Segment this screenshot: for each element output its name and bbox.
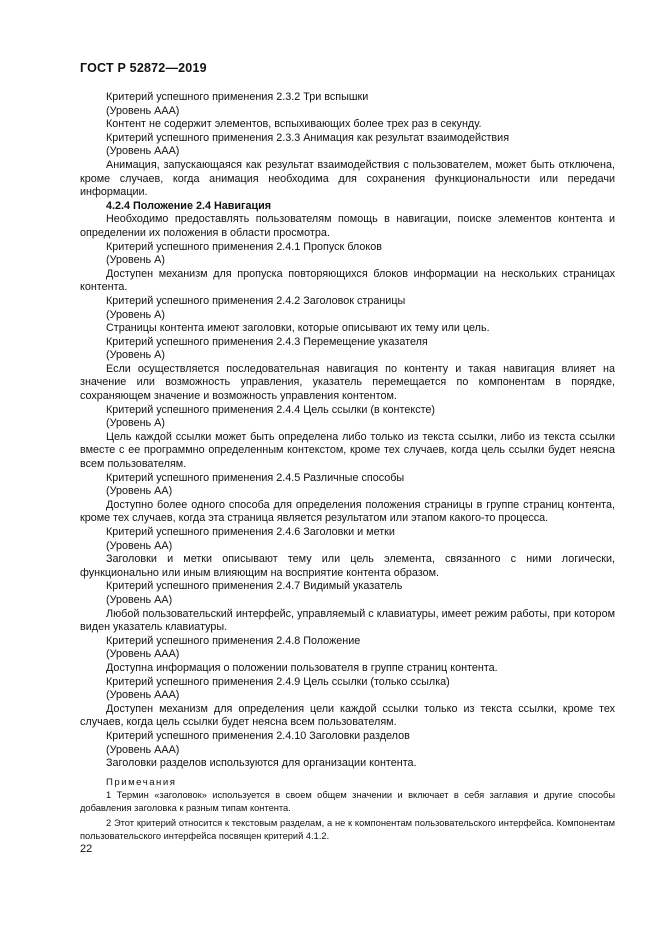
criterion-level: (Уровень А) (106, 308, 165, 321)
criterion-level: (Уровень А) (106, 349, 165, 362)
criterion-text: Доступна информация о положении пользователя в группе страниц контента. (106, 661, 498, 674)
criterion-level: (Уровень А) (106, 254, 165, 267)
criterion-level: (Уровень ААА) (106, 743, 180, 756)
page-number: 22 (80, 843, 93, 855)
criterion-text: Заголовки разделов используются для организации контента. (106, 757, 417, 770)
criterion-level: (Уровень АА) (106, 539, 173, 552)
criterion-level: (Уровень ААА) (106, 648, 180, 661)
document-body (80, 91, 615, 842)
criterion-text: Любой пользовательский интерфейс, управляемый с клавиатуры, имеет режим работы, при котором виден указатель клавиатуры. (80, 607, 615, 634)
criterion-text: Доступен механизм для определения цели каждой ссылки только из текста ссылки, кроме тех случаев, когда цель ссылки будет неясна всем пользователям. (80, 702, 615, 729)
criterion-level: (Уровень АА) (106, 593, 173, 606)
criterion-title: Критерий успешного применения 2.3.2 Три вспышки (106, 91, 369, 103)
criterion-text: Страницы контента имеют заголовки, которые описывают их тему или цель. (106, 322, 490, 335)
criterion-text: Если осуществляется последовательная навигация по контенту и такая навигация влияет на значение или возможность управления, указатель перемещается по компонентам в порядке, сохраняющем значение и возможность управления контентом. (80, 362, 615, 403)
criterion-title: Критерий успешного применения 2.4.7 Видимый указатель (106, 580, 403, 593)
criterion-title: Критерий успешного применения 2.4.1 Пропуск блоков (106, 240, 382, 253)
criterion-text: Доступно более одного способа для определения положения страницы в группе страниц контента, кроме тех случаев, когда эта страница является результатом или этапом какого-то процесса. (80, 498, 615, 525)
criterion-level: (Уровень ААА) (106, 145, 180, 158)
criterion-title: Критерий успешного применения 2.4.5 Различные способы (106, 471, 405, 484)
criterion-title: Критерий успешного применения 2.4.9 Цель ссылки (только ссылка) (106, 675, 450, 688)
criterion-title: Критерий успешного применения 2.4.10 Заголовки разделов (106, 729, 410, 742)
section-heading: 4.2.4 Положение 2.4 Навигация (106, 199, 272, 212)
criterion-text: Доступен механизм для пропуска повторяющихся блоков информации на нескольких страницах контента. (80, 267, 615, 294)
criterion-level: (Уровень А) (106, 417, 165, 430)
criterion-text: Цель каждой ссылки может быть определена либо только из текста ссылки, либо из текста ссылки вместе с ее программно определенным контекстом, кроме тех случаев, когда цель ссылки будет неясна всем пользователям. (80, 430, 615, 471)
note-item: 2 Этот критерий относится к текстовым разделам, а не к компонентам пользовательского интерфейса. Компонентам пользовательского интерфейса посвящен критерий 4.1.2. (80, 818, 615, 841)
section-intro: Необходимо предоставлять пользователям помощь в навигации, поиске элементов контента и определении их положения в области просмотра. (80, 213, 615, 239)
criterion-text: Анимация, запускающаяся как результат взаимодействия с пользователем, может быть отключена, кроме случаев, когда анимация необходима для сохранения функциональности или передачи информации. (80, 158, 615, 199)
criterion-title: Критерий успешного применения 2.4.6 Заголовки и метки (106, 526, 395, 538)
criterion-title: Критерий успешного применения 2.3.3 Анимация как результат взаимодействия (106, 131, 510, 144)
criterion-title: Критерий успешного применения 2.4.8 Положение (106, 634, 361, 647)
criterion-level: (Уровень ААА) (106, 689, 180, 702)
criterion-title: Критерий успешного применения 2.4.2 Заголовок страницы (106, 294, 406, 307)
criterion-level: (Уровень АА) (106, 485, 173, 498)
standard-header: ГОСТ Р 52872—2019 (80, 61, 207, 75)
criterion-title: Критерий успешного применения 2.4.3 Перемещение указателя (106, 335, 428, 348)
notes-title: Примечания (106, 776, 177, 788)
criterion-level: (Уровень ААА) (106, 104, 180, 117)
criterion-title: Критерий успешного применения 2.4.4 Цель ссылки (в контексте) (106, 403, 436, 416)
criterion-text: Заголовки и метки описывают тему или цель элемента, связанного с ними логически, функционально или иным влияющим на восприятие контента образом. (80, 553, 615, 579)
note-item: 1 Термин «заголовок» используется в своем общем значении и включает в себя заглавия и другие способы добавления заголовка к разным типам контента. (80, 790, 615, 813)
criterion-text: Контент не содержит элементов, вспыхивающих более трех раз в секунду. (106, 118, 482, 131)
